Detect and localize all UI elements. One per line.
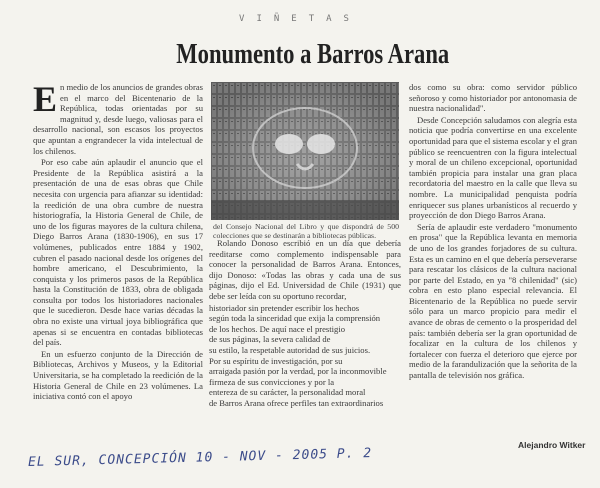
book-collection-photo [211,82,399,220]
quote-line: historiador sin pretender escribir los hechos [209,302,360,313]
article-left-column [33,82,203,452]
headline: Monumento a Barros Arana [176,38,450,70]
photo-caption: del Consejo Nacional del Libro y que dispondrá de 500 colecciones que se destinarán a bibliotecas públicas. [213,222,399,241]
quote-line: de Barros Arana ofrece perfiles tan extraordinarios [209,397,384,408]
section-kicker: VIÑETAS [239,14,361,24]
quote-line: su estilo, la respetable autoridad de sus juicios. [209,344,371,355]
quote-line: de los hechos. De aquí nace el prestigio [209,323,346,334]
paragraph: En un esfuerzo conjunto de la Dirección de Bibliotecas, Archivos y Museos, y la Editorial Universitaria, se ha completado la reedición de la Historia General de Chile en 23 volúmenes. La iniciativa contó con el apoyo [33,348,203,402]
author-byline: Alejandro Witker [518,440,586,450]
paragraph: Rolando Donoso escribió en un día que debería reeditarse como complemento indispensable para conocer la personalidad de Barros Arana. Entonces, dijo Donoso: «Todas las obras y cada una de sus páginas, dijo el Ed. Universidad de Chile (1931) que debe ser leída con su oportuno recordar, [209,238,401,301]
article-middle-column [209,238,401,442]
quote-line: según toda la sinceridad que exija la comprensión [209,313,381,324]
quote-line: entereza de su carácter, la personalidad moral [209,387,366,398]
paragraph: Desde Concepción saludamos con alegría esta noticia que podría convertirse en una excelente oportunidad para que el sistema escolar y el gran público se reencuentren con la figura intelectual y moral de un chileno excepcional, oportunidad también propicia para instalar una gran placa recordatoria del maestro en la calle que lleva su nombre. La municipalidad penquista podría enriquecer sus planes urbanísticos al recuerdo y proyección de don Diego Barros Arana. [409,114,577,221]
paragraph: dos como su obra: como servidor público señoroso y como historiador por antonomasia de nuestra nacionalidad". [409,82,577,114]
paragraph-lead: En medio de los anuncios de grandes obras en el marco del Bicentenario de la República, todas orientadas por su magnitud y, desde luego, valiosas para el desarrollo nacional, son escasos los proyectos que apuntan a engrandecer la vida intelectual de los chilenos. [33,82,203,156]
article-right-column [409,82,577,402]
drop-cap: E [33,82,58,119]
quote-line: arraigada pasión por la verdad, por la inconmovible [209,366,387,377]
paragraph: Sería de aplaudir este verdadero "monumento en prosa" que la República levanta en memoria de uno de los grandes forjadores de su cultura. Esta es un camino en el que debería perseverarse para rescatar los clásicos de la cultura nacional por parte del Estado, en ya "8 chilenidad" (sic) cobra en esto plano especial relevancia. El Bicentenario de la República no puede servir sólo para un marco propicio para medir el avance de obras de cemento o la prosperidad del país: también debería ser la gran oportunidad de focalizar en la cultura de los chilenos y fortalecer con fuerza el deterioro que ejerce por medio de la farandulización que la señorita de la pantalla de televisión nos gráfica. [409,221,577,381]
handwritten-source-note: EL SUR, CONCEPCIÓN 10 - NOV - 2005 P. 2 [27,445,373,470]
quote-line: de sus páginas, la severa calidad de [209,334,331,345]
monument-photo [211,82,399,220]
quote-line: firmeza de sus convicciones y por la [209,376,335,387]
paragraph: Por eso cabe aún aplaudir el anuncio que el Presidente de la República asistirá a la presentación de una de esas obras que Chile necesita con urgencia para afianzar su identidad: la reedición de una obra cumbre de nuestra historiografía, la Historia General de Chile, de uno de los figuras mayores de la cultura chilena, Diego Barros Arana (1830-1906), en sus 17 volúmenes, publicados entre 1884 y 1902, cubren el pasado nacional desde los orígenes del hombre americano, el Descubrimiento, la conquista y los primeros pasos de la República hasta la Constitución de 1833, obra de obligada consulta por todos los historiadores nacionales que le sucedieron. Desde hace varias décadas la obra no existe una virtual joya bibliográfica que apenas si se encuentra en contadas bibliotecas del país. [33,157,203,348]
quote-line: Por su espíritu de investigación, por su [209,355,343,366]
